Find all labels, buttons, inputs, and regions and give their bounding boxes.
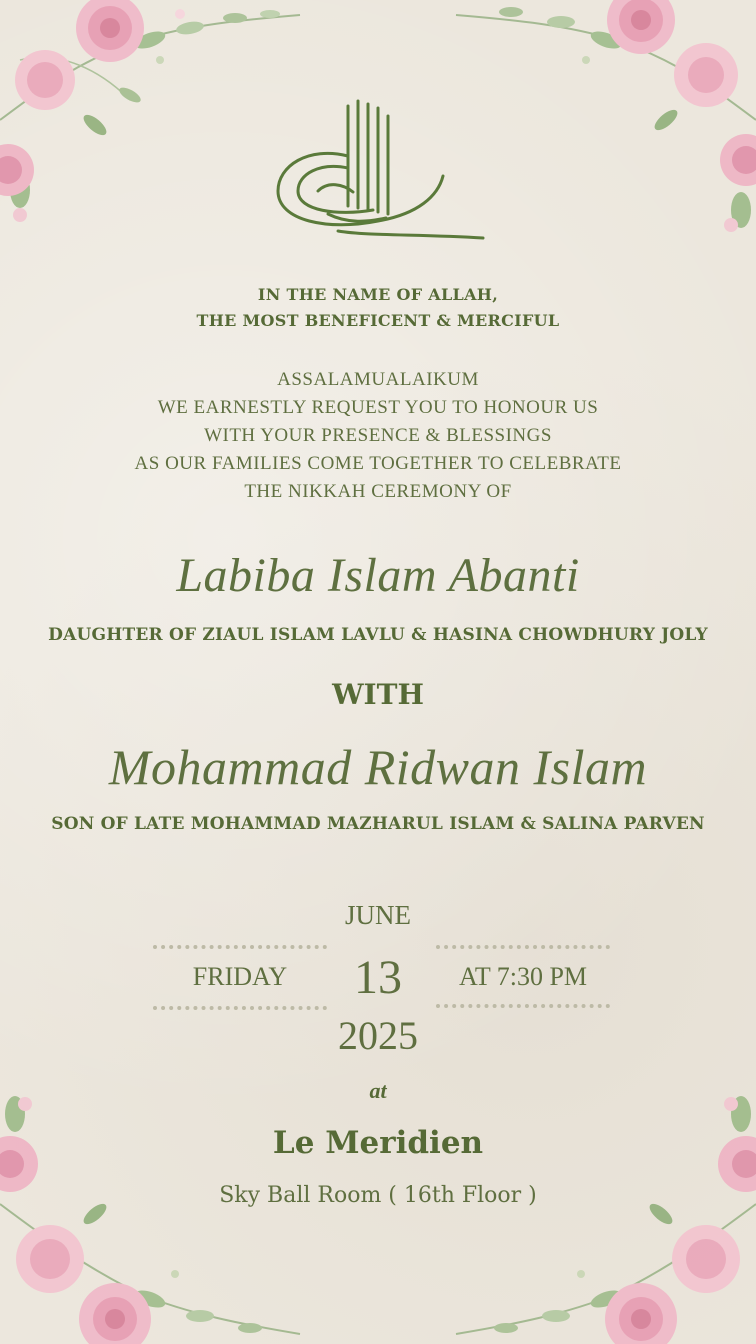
invitation-line-4: AS OUR FAMILIES COME TOGETHER TO CELEBRATE bbox=[134, 453, 622, 474]
bride-parents: DAUGHTER OF ZIAUL ISLAM LAVLU & HASINA CHOWDHURY JOLY bbox=[48, 625, 708, 645]
divider-dotted bbox=[153, 945, 327, 949]
date-year: 2025 bbox=[338, 1013, 418, 1058]
venue-room: Sky Ball Room ( 16th Floor ) bbox=[219, 1183, 537, 1208]
event-time: AT 7:30 PM bbox=[458, 962, 588, 991]
venue-name: Le Meridien bbox=[272, 1125, 484, 1161]
invocation-block bbox=[0, 282, 756, 334]
divider-dotted bbox=[153, 1006, 327, 1010]
bride-name: Labiba Islam Abanti bbox=[176, 549, 580, 602]
invitation-line-5: THE NIKKAH CEREMONY OF bbox=[244, 481, 512, 502]
venue-at: at bbox=[369, 1078, 387, 1103]
invocation-line-2: THE MOST BENEFICENT & MERCIFUL bbox=[196, 311, 560, 330]
invitation-line-2: WE EARNESTLY REQUEST YOU TO HONOUR US bbox=[157, 397, 599, 418]
invitation-line-3: WITH YOUR PRESENCE & BLESSINGS bbox=[204, 425, 552, 446]
groom-parents: SON OF LATE MOHAMMAD MAZHARUL ISLAM & SALINA PARVEN bbox=[51, 814, 705, 834]
groom-name: Mohammad Ridwan Islam bbox=[108, 739, 648, 795]
date-weekday: FRIDAY bbox=[192, 962, 288, 991]
connector-with: WITH bbox=[332, 678, 424, 711]
date-month: JUNE bbox=[345, 900, 411, 930]
bismillah-calligraphy-icon bbox=[268, 96, 488, 256]
invocation-line-1: IN THE NAME OF ALLAH, bbox=[257, 285, 499, 304]
divider-dotted bbox=[436, 945, 610, 949]
date-day: 13 bbox=[354, 951, 402, 1004]
invitation-block bbox=[0, 366, 756, 506]
invitation-line-1: ASSALAMUALAIKUM bbox=[277, 369, 479, 390]
